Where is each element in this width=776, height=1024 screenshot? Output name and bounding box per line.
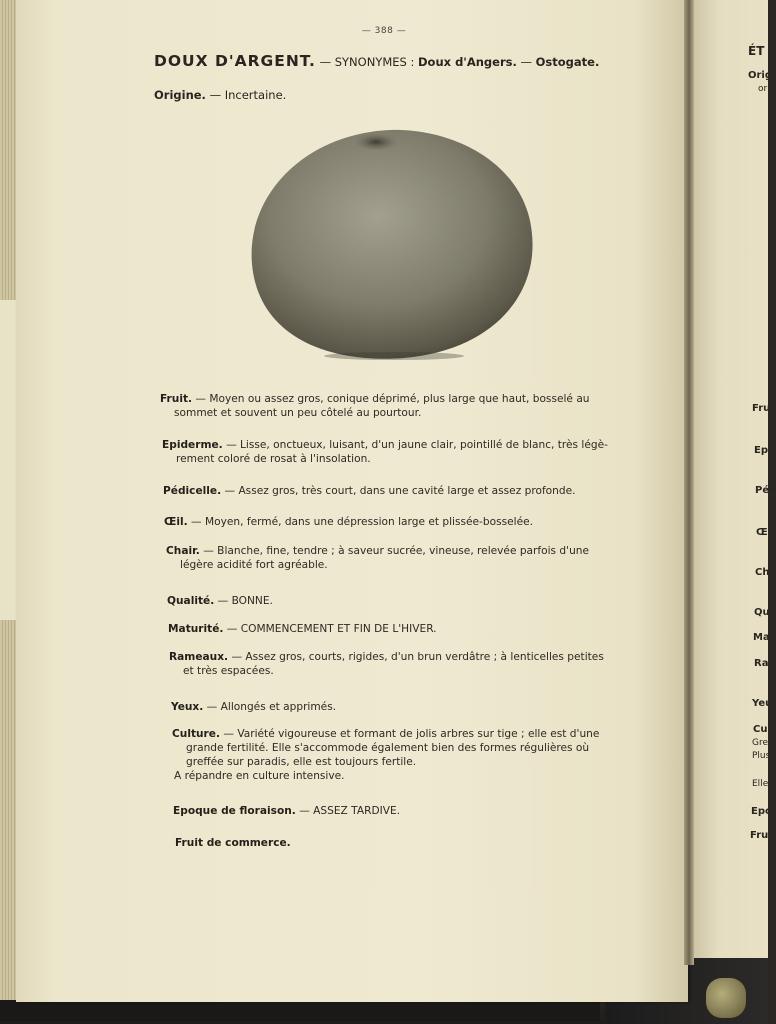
right-page-label: Elle [752,779,769,789]
right-page-label: Ma [753,632,770,643]
entry-text: rement coloré de rosat à l'insolation. [176,453,371,465]
right-page-label: Œ [756,527,768,538]
entry-text: greffée sur paradis, elle est toujours fertile. [186,756,417,768]
entry-maturite [168,622,628,636]
variety-header [154,52,599,70]
origin-text: — Incertaine. [205,88,287,102]
right-page-origin: Orig [748,70,773,81]
entry-text: — ASSEZ TARDIVE. [295,805,401,817]
entry-label: Pédicelle. [163,485,222,497]
entry-label: Œil. [164,516,188,528]
right-page-label: Ch [755,567,770,578]
entry-label: Maturité. [168,623,224,635]
origin-label: Origine. [154,88,206,102]
right-page-label: Qu [754,607,770,618]
right-page-label: Epi [754,445,772,456]
entry-text: — Assez gros, très court, dans une cavité large et assez profonde. [221,485,576,497]
variety-title: DOUX D'ARGENT. [154,52,316,70]
synonyms-label: SYNONYMES : [334,55,419,69]
right-page-label: Gre [752,738,769,748]
entry-text: A répandre en culture intensive. [174,770,345,782]
entry-text: — Lisse, onctueux, luisant, d'un jaune clair, pointillé de blanc, très légè- [222,439,608,451]
entry-rameaux [169,650,629,678]
synonym-2: Ostogate. [535,55,600,69]
synonym-1: Doux d'Angers. [418,55,517,69]
entry-pedicelle [163,484,623,498]
entry-text: — COMMENCEMENT ET FIN DE L'HIVER. [223,623,437,635]
right-page-label: Péd [755,485,776,496]
right-page-or: or [758,84,768,94]
right-page-label: Epo [751,806,772,817]
page-number: — 388 — [361,26,407,36]
entry-label: Culture. [172,728,220,740]
entry-text: — Allongés et apprimés. [203,701,337,713]
right-page-label: Ra [754,658,769,669]
entry-text: sommet et souvent un peu côtelé au pourtour. [174,407,422,419]
entry-epiderme [162,438,622,466]
right-page-label: Fru [752,403,771,414]
right-page [692,0,776,958]
entry-text: — Assez gros, courts, rigides, d'un brun verdâtre ; à lenticelles petites [228,651,604,663]
entry-text: grande fertilité. Elle s'accommode également bien des formes régulières où [186,742,590,754]
entry-oeil [164,515,624,529]
entry-text: et très espacées. [183,665,274,677]
entry-label: Epoque de floraison. [173,805,296,817]
synonym-separator: — [516,55,536,69]
entry-text: — Variété vigoureuse et formant de jolis arbres sur tige ; elle est d'une [220,728,600,740]
entry-label: Rameaux. [169,651,229,663]
entry-label: Qualité. [167,595,215,607]
entry-floraison [173,804,633,818]
apple-illustration [244,124,536,364]
entry-label: Epiderme. [162,439,223,451]
right-page-label: Frui [750,830,772,841]
right-page-label: Cul [753,724,771,735]
entry-label: Yeux. [171,701,204,713]
entry-text: — Moyen ou assez gros, conique déprimé, plus large que haut, bosselé au [192,393,590,405]
entry-text: — Blanche, fine, tendre ; à saveur sucrée, vineuse, relevée parfois d'une [199,545,590,557]
entry-commerce [175,836,635,850]
entry-culture [172,727,632,783]
entry-fruit [160,392,620,420]
entry-label: Fruit. [160,393,193,405]
entry-qualite [167,594,627,608]
book-gutter [684,0,694,965]
entry-chair [166,544,626,572]
origin-line [154,88,286,102]
entry-yeux [171,700,631,714]
right-page-title: ÉT [748,44,765,58]
right-page-label: Yeu [752,698,773,709]
entry-text: légère acidité fort agréable. [180,559,328,571]
entry-label: Chair. [166,545,200,557]
right-page-label: Plus [752,751,771,761]
entry-label: Fruit de commerce. [175,837,291,849]
small-object [706,978,746,1018]
entry-text: — Moyen, fermé, dans une dépression large et plissée-bosselée. [187,516,533,528]
entry-text: — BONNE. [214,595,273,607]
header-dash: — [315,55,335,69]
